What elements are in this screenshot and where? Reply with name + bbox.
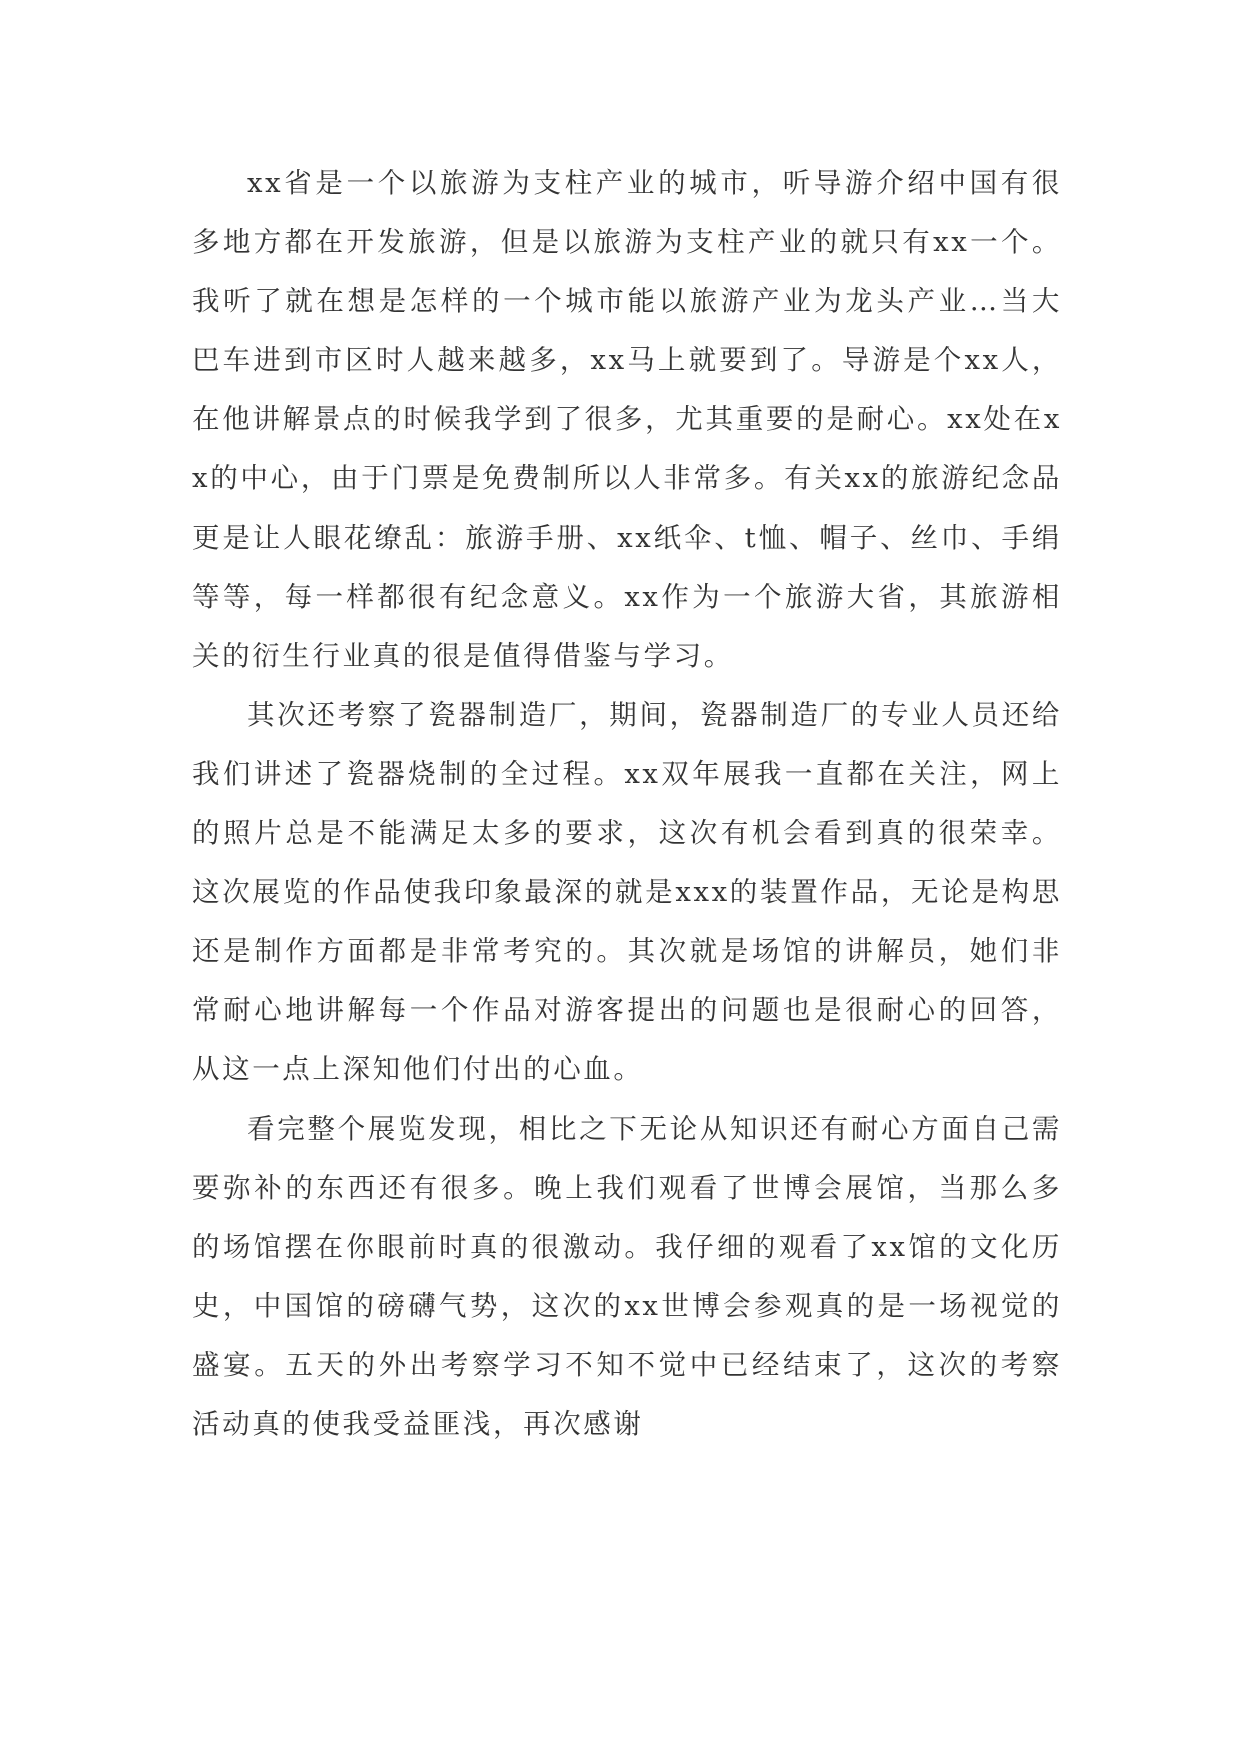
paragraph-tourism-province: xx省是一个以旅游为支柱产业的城市，听导游介绍中国有很多地方都在开发旅游，但是以旅游为支柱产业的就只有xx一个。我听了就在想是怎样的一个城市能以旅游产业为龙头产业…当大巴车进到市区时人越来越多，xx马上就要到了。导游是个xx人，在他讲解景点的时候我学到了很多，尤其重要的是耐心。xx处在xx的中心，由于门票是免费制所以人非常多。有关xx的旅游纪念品更是让人眼花缭乱：旅游手册、xx纸伞、t恤、帽子、丝巾、手绢等等，每一样都很有纪念意义。xx作为一个旅游大省，其旅游相关的衍生行业真的很是值得借鉴与学习。 <box>192 167 1062 672</box>
paragraph-expo-visit: 看完整个展览发现，相比之下无论从知识还有耐心方面自己需要弥补的东西还有很多。晚上我们观看了世博会展馆，当那么多的场馆摆在你眼前时真的很激动。我仔细的观看了xx馆的文化历史，中国馆的磅礴气势，这次的xx世博会参观真的是一场视觉的盛宴。五天的外出考察学习不知不觉中已经结束了，这次的考察活动真的使我受益匪浅，再次感谢 <box>192 1112 1062 1440</box>
paragraph-porcelain-factory: 其次还考察了瓷器制造厂，期间，瓷器制造厂的专业人员还给我们讲述了瓷器烧制的全过程。xx双年展我一直都在关注，网上的照片总是不能满足太多的要求，这次有机会看到真的很荣幸。这次展览的作品使我印象最深的就是xxx的装置作品，无论是构思还是制作方面都是非常考究的。其次就是场馆的讲解员，她们非常耐心地讲解每一个作品对游客提出的问题也是很耐心的回答，从这一点上深知他们付出的心血。 <box>192 698 1062 1086</box>
document-body <box>192 154 1062 1454</box>
